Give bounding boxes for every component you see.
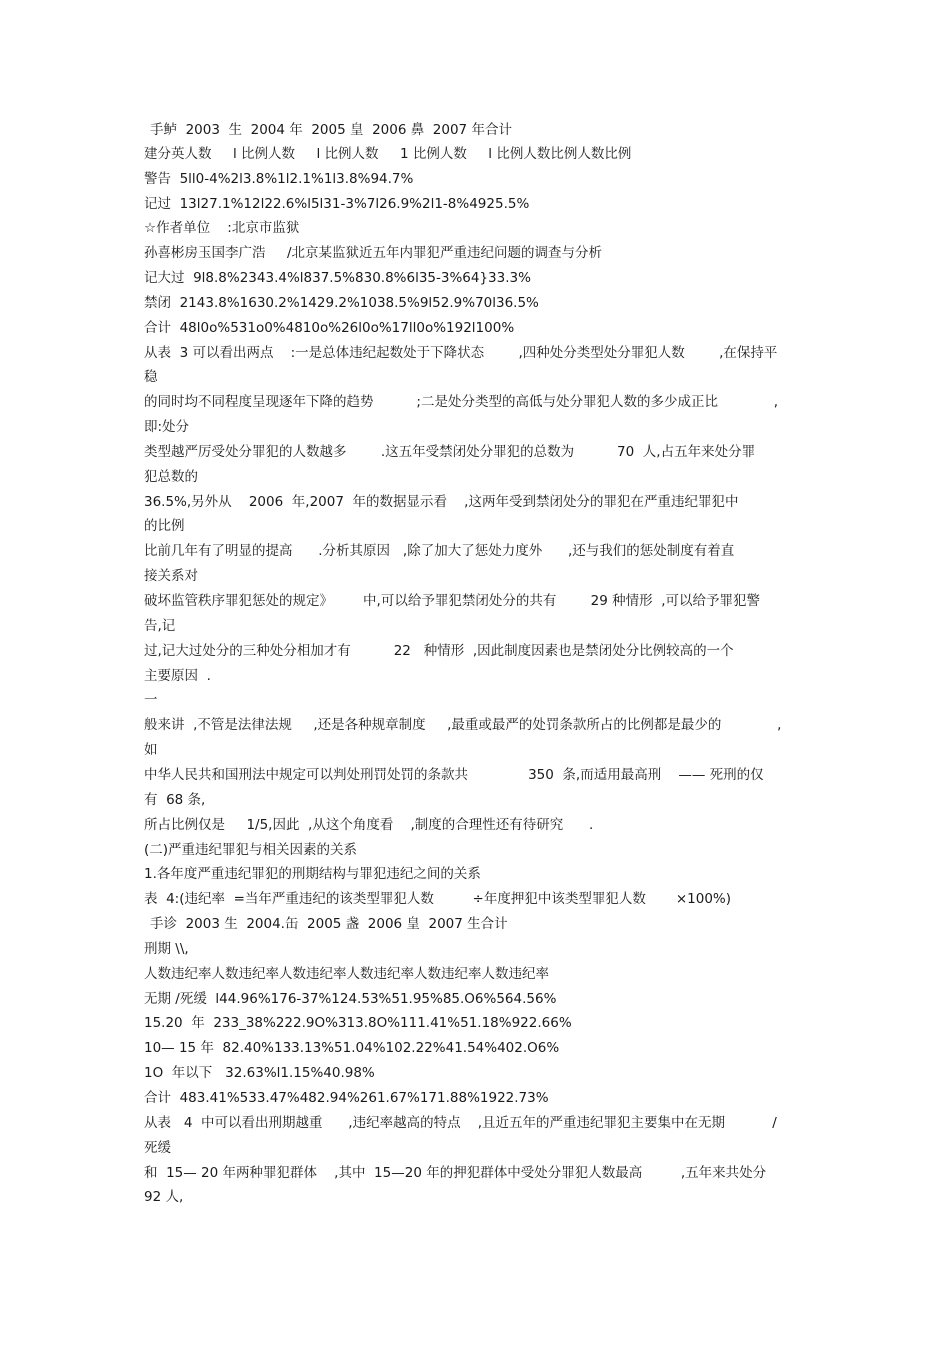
paragraph-line: 稳: [144, 369, 158, 385]
paragraph-line: 如: [144, 742, 158, 758]
table4-caption: 表 4:(违纪率 =当年严重违纪的该类型罪犯人数 ÷年度押犯中该类型罪犯人数 ×100%): [144, 891, 732, 907]
paragraph-line: 36.5%,另外从 2006 年,2007 年的数据显示看 ,这两年受到禁闭处分的罪犯在严重违纪罪犯中: [144, 494, 739, 510]
table4-header-term: 刑期 \\,: [144, 941, 189, 957]
paragraph-line: 类型越严厉受处分罪犯的人数越多 .这五年受禁闭处分罪犯的总数为 70 人,占五年来处分罪: [144, 444, 756, 460]
subsection-heading: 1.各年度严重违纪罪犯的刑期结构与罪犯违纪之间的关系: [144, 866, 481, 882]
table4-row-under-10: 1O 年以下 32.63%l1.15%40.98%: [144, 1065, 375, 1081]
table4-row-15-20: 15.20 年 233_38%222.9O%313.8O%111.41%51.18%922.66%: [144, 1015, 572, 1031]
paragraph-line: 主要原因 .: [144, 668, 211, 684]
paragraph-line: 接关系对: [144, 568, 198, 584]
paragraph-line: 死缓: [144, 1140, 171, 1156]
paragraph-line: 犯总数的: [144, 469, 198, 485]
table4-header-years: 手诊 2003 生 2004.缶 2005 盏 2006 皇 2007 生合计: [150, 916, 508, 932]
paragraph-line: 的比例: [144, 518, 185, 534]
table3-row-total: 合计 48l0o%531o0%4810o%26l0o%17ll0o%192l100%: [144, 320, 515, 336]
section-heading: (二)严重违纪罪犯与相关因素的关系: [144, 842, 358, 858]
paragraph-line: 的同时均不同程度呈现逐年下降的趋势 ;二是处分类型的高低与处分罪犯人数的多少成正比 ,: [144, 394, 779, 410]
paragraph-line: 有 68 条,: [144, 792, 206, 808]
paragraph-line: 和 15— 20 年两种罪犯群体 ,其中 15—20 年的押犯群体中受处分罪犯人数最高 ,五年来共处分: [144, 1165, 767, 1181]
paragraph-line: 所占比例仅是 1/5,因此 ,从这个角度看 ,制度的合理性还有待研究 .: [144, 817, 594, 833]
table3-row-demerit: 记过 13l27.1%12l22.6%l5l31-3%7l26.9%2l1-8%4925.5%: [144, 196, 530, 212]
table4-header-columns: 人数违纪率人数违纪率人数违纪率人数违纪率人数违纪率人数违纪率: [144, 966, 549, 982]
paragraph-line: 比前几年有了明显的提高 .分析其原因 ,除了加大了惩处力度外 ,还与我们的惩处制度有着直: [144, 543, 735, 559]
table3-row-major-demerit: 记大过 9l8.8%2343.4%l837.5%830.8%6l35-3%64}33.3%: [144, 270, 531, 286]
paragraph-line: 即:处分: [144, 419, 190, 435]
table4-row-10-15: 10— 15 年 82.40%133.13%51.04%102.22%41.54%402.O6%: [144, 1040, 560, 1056]
paragraph-line: 般来讲 ,不管是法律法规 ,还是各种规章制度 ,最重或最严的处罚条款所占的比例都是最少的 ,: [144, 717, 782, 733]
table3-header-years: 手鲈 2003 生 2004 年 2005 皇 2006 鼻 2007 年合计: [150, 122, 512, 138]
table3-row-confinement: 禁闭 2143.8%1630.2%1429.2%1038.5%9l52.9%70l36.5%: [144, 295, 539, 311]
paragraph-line: 过,记大过处分的三种处分相加才有 22 种情形 ,因此制度因素也是禁闭处分比例较高的一个: [144, 643, 734, 659]
paragraph-line: 中华人民共和国刑法中规定可以判处刑罚处罚的条款共 350 条,而适用最高刑 —— 死刑的仅: [144, 767, 764, 783]
paragraph-line: 破坏监管秩序罪犯惩处的规定》 中,可以给予罪犯禁闭处分的共有 29 种情形 ,可以给予罪犯警: [144, 593, 761, 609]
paragraph-line: 告,记: [144, 618, 176, 634]
paragraph-line: 从表 3 可以看出两点 :一是总体违纪起数处于下降状态 ,四种处分类型处分罪犯人数 ,在保持平: [144, 345, 778, 361]
paragraph-line: 92 人,: [144, 1189, 184, 1205]
table3-row-warning: 警告 5ll0-4%2l3.8%1l2.1%1l3.8%94.7%: [144, 171, 414, 187]
author-unit: ☆作者单位 :北京市监狱: [144, 220, 300, 236]
article-byline: 孙喜彬房玉国李广浩 /北京某监狱近五年内罪犯严重违纪问题的调查与分析: [144, 245, 603, 261]
paragraph-line: 从表 4 中可以看出刑期越重 ,违纪率越高的特点 ,且近五年的严重违纪罪犯主要集中在无期 /: [144, 1115, 777, 1131]
table4-row-life: 无期 /死缓 l44.96%176-37%124.53%51.95%85.O6%564.56%: [144, 991, 557, 1007]
table4-row-total: 合计 483.41%533.47%482.94%261.67%171.88%1922.73%: [144, 1090, 549, 1106]
paragraph-line: 一: [144, 692, 158, 708]
table3-header-columns: 建分英人数 l 比例人数 l 比例人数 1 比例人数 l 比例人数比例人数比例: [144, 146, 632, 162]
